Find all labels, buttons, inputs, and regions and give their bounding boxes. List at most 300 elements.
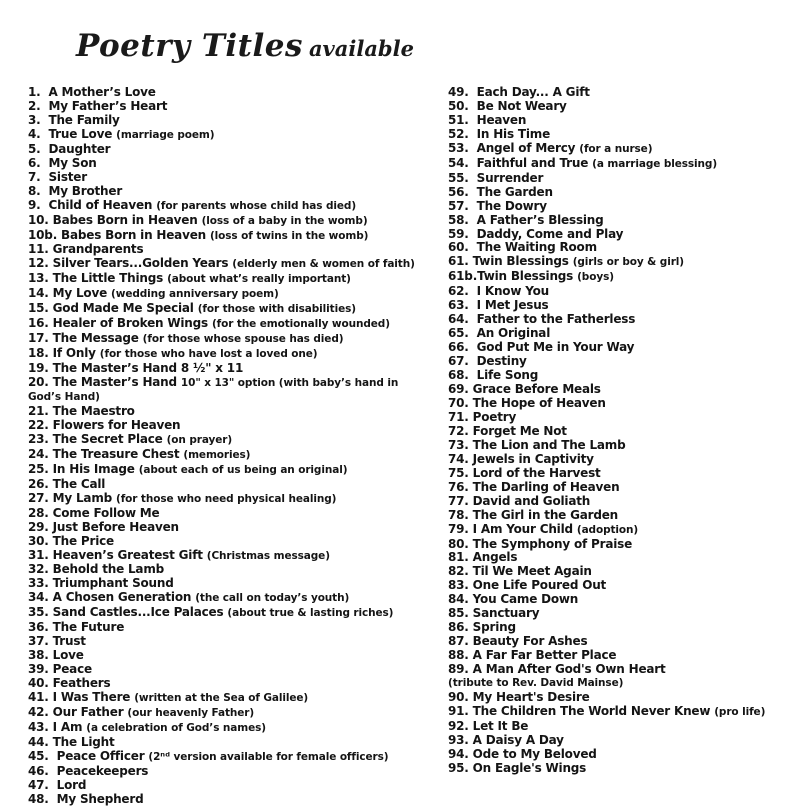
list-item (448, 593, 796, 607)
item-title: Peace Officer (56, 748, 145, 763)
item-number: 64. (448, 312, 477, 327)
item-number: 73. (448, 437, 473, 452)
item-number: 61. (448, 254, 473, 269)
item-title: I Was There (52, 690, 131, 705)
item-annotation: (for the emotionally wounded) (211, 318, 390, 331)
item-title: I Met Jesus (476, 298, 549, 313)
item-number: 71. (448, 409, 473, 424)
item-number: 87. (448, 634, 473, 649)
item-number: 35. (28, 605, 53, 620)
item-title: Triumphant Sound (52, 576, 174, 591)
item-number: 27. (28, 490, 53, 505)
list-item (448, 200, 796, 214)
list-item (28, 606, 452, 621)
item-title: David and Goliath (472, 493, 591, 508)
item-title: My Brother (48, 183, 123, 198)
list-item (28, 157, 452, 171)
list-item (448, 369, 796, 383)
item-number: 32. (28, 562, 53, 577)
item-title: My Love (52, 286, 108, 301)
item-title: Come Follow Me (52, 505, 160, 520)
item-number: 34. (28, 590, 53, 605)
item-title: Ode to My Beloved (472, 746, 597, 761)
item-number: 51. (448, 112, 477, 127)
item-title: Twin Blessings (472, 254, 569, 269)
item-number: 61b. (448, 269, 478, 284)
list-item (448, 186, 796, 200)
item-annotation: (elderly men & women of faith) (232, 258, 415, 271)
item-number: 2. (28, 98, 49, 113)
list-item (28, 376, 452, 405)
item-title: You Came Down (472, 592, 579, 607)
item-title: On Eagle's Wings (472, 760, 587, 775)
item-number: 59. (448, 226, 477, 241)
list-item (448, 241, 796, 255)
item-title: Grace Before Meals (472, 382, 601, 397)
item-number: 3. (28, 112, 49, 127)
list-item (28, 114, 452, 128)
item-title: My Father’s Heart (48, 98, 168, 113)
item-title: Sister (48, 169, 87, 184)
item-title: Our Father (52, 704, 124, 719)
item-annotation: (pro life) (714, 705, 766, 718)
page-title-main: Poetry Titles (76, 28, 303, 64)
item-number: 81. (448, 550, 473, 565)
item-number: 91. (448, 703, 473, 718)
item-title: In His Image (52, 461, 135, 476)
item-number: 36. (28, 620, 53, 635)
item-title: A Man After God's Own Heart (472, 662, 666, 677)
item-number: 17. (28, 331, 53, 346)
list-item (448, 128, 796, 142)
list-item (28, 478, 452, 492)
item-title: One Life Poured Out (472, 578, 607, 593)
list-item (448, 663, 796, 691)
item-number: 50. (448, 98, 477, 113)
list-item (448, 100, 796, 114)
item-number: 85. (448, 606, 473, 621)
item-number: 44. (28, 734, 53, 749)
item-title: Daddy, Come and Play (476, 226, 624, 241)
item-number: 86. (448, 620, 473, 635)
list-item (28, 549, 452, 564)
item-annotation: (for those with disabilities) (197, 303, 356, 316)
item-title: My Heart's Desire (472, 689, 590, 704)
item-number: 52. (448, 126, 477, 141)
list-item (448, 762, 796, 776)
item-number: 82. (448, 564, 473, 579)
item-number: 31. (28, 547, 53, 562)
item-title: An Original (476, 326, 551, 341)
item-number: 30. (28, 533, 53, 548)
item-title: Child of Heaven (48, 197, 153, 212)
list-item (28, 272, 452, 287)
item-number: 22. (28, 417, 53, 432)
list-item (28, 100, 452, 114)
item-annotation: (about what’s really important) (167, 273, 351, 286)
list-item (448, 734, 796, 748)
item-annotation: (for those who have lost a loved one) (99, 348, 318, 361)
item-annotation: (for a nurse) (579, 142, 653, 155)
item-number: 69. (448, 382, 473, 397)
item-number: 40. (28, 676, 53, 691)
list-item (448, 425, 796, 439)
list-item (28, 635, 452, 649)
item-number: 92. (448, 718, 473, 733)
list-item (448, 691, 796, 705)
item-number: 38. (28, 648, 53, 663)
item-title: The Garden (476, 184, 553, 199)
item-number: 75. (448, 465, 473, 480)
list-item (448, 228, 796, 242)
list-item (448, 607, 796, 621)
list-item (28, 765, 452, 779)
list-item (28, 302, 452, 317)
item-number: 47. (28, 777, 57, 792)
list-item (448, 439, 796, 453)
item-number: 77. (448, 493, 473, 508)
item-annotation: (for those who need physical healing) (116, 492, 337, 505)
item-title: True Love (48, 126, 113, 141)
item-title: Heaven’s Greatest Gift (52, 547, 203, 562)
list-item (28, 317, 452, 332)
item-title: A Mother’s Love (48, 85, 156, 99)
item-title: The Dowry (476, 198, 547, 213)
item-title: Love (52, 648, 84, 663)
list-item (28, 750, 452, 765)
item-title: The Children The World Never Knew (472, 703, 711, 718)
item-number: 14. (28, 286, 53, 301)
titles-column-left (28, 86, 452, 807)
item-number: 41. (28, 690, 53, 705)
item-number: 95. (448, 760, 473, 775)
item-number: 10b. (28, 227, 62, 242)
item-title: Father to the Fatherless (476, 312, 636, 327)
item-title: The Light (52, 734, 115, 749)
item-title: The Price (52, 533, 114, 548)
list-item (448, 397, 796, 411)
item-annotation: (adoption) (576, 523, 639, 536)
item-annotation: (on prayer) (166, 433, 233, 446)
item-title: Destiny (476, 354, 527, 369)
list-item (28, 779, 452, 793)
list-item (448, 720, 796, 734)
item-number: 15. (28, 301, 53, 316)
list-item (28, 257, 452, 272)
list-item (28, 663, 452, 677)
item-annotation: (boys) (577, 271, 614, 284)
list-item (28, 185, 452, 199)
item-number: 65. (448, 326, 477, 341)
item-number: 80. (448, 536, 473, 551)
item-number: 45. (28, 748, 57, 763)
list-item (448, 355, 796, 369)
item-number: 19. (28, 361, 53, 376)
list-item (448, 523, 796, 538)
item-annotation: (wedding anniversary poem) (111, 288, 279, 301)
list-item (448, 299, 796, 313)
item-title: The Secret Place (52, 431, 163, 446)
list-item (448, 172, 796, 186)
list-item (448, 285, 796, 299)
item-title: Peace (52, 662, 92, 677)
item-title: The Hope of Heaven (472, 395, 606, 410)
list-item (448, 255, 796, 270)
item-title: Heaven (476, 112, 527, 127)
item-number: 11. (28, 242, 53, 257)
item-title: I Am Your Child (472, 521, 573, 536)
item-title: A Daisy A Day (472, 732, 564, 747)
item-annotation: (2ⁿᵈ version available for female officers) (148, 750, 389, 763)
list-item (28, 621, 452, 635)
list-item (28, 243, 452, 257)
page-title-suffix: available (308, 36, 414, 61)
item-title: Jewels in Captivity (472, 451, 594, 466)
item-title: Healer of Broken Wings (52, 316, 208, 331)
item-number: 6. (28, 155, 49, 170)
item-number: 53. (448, 140, 477, 155)
item-title: The Master’s Hand 8 ½" x 11 (52, 361, 244, 376)
item-number: 21. (28, 403, 53, 418)
item-annotation: (a marriage blessing) (592, 157, 718, 170)
item-title: Spring (472, 620, 516, 635)
item-number: 78. (448, 507, 473, 522)
item-number: 58. (448, 212, 477, 227)
item-title: The Girl in the Garden (472, 507, 619, 522)
list-item (28, 563, 452, 577)
list-item (448, 341, 796, 355)
list-item (448, 649, 796, 663)
item-number: 48. (28, 791, 57, 806)
item-annotation: (girls or boy & girl) (572, 256, 684, 269)
item-title: Let It Be (472, 718, 529, 733)
item-title: Peacekeepers (56, 763, 149, 778)
item-title: The Message (52, 331, 139, 346)
item-number: 79. (448, 521, 473, 536)
item-annotation: (about each of us being an original) (138, 463, 348, 476)
item-number: 55. (448, 170, 477, 185)
item-number: 93. (448, 732, 473, 747)
item-number: 43. (28, 719, 53, 734)
item-title: Daughter (48, 141, 111, 156)
item-title: God Made Me Special (52, 301, 194, 316)
item-annotation: (memories) (183, 448, 251, 461)
list-item (448, 635, 796, 649)
item-title: I Am (52, 719, 83, 734)
item-number: 83. (448, 578, 473, 593)
item-number: 29. (28, 519, 53, 534)
list-item (28, 649, 452, 663)
list-item (28, 405, 452, 419)
item-title: The Darling of Heaven (472, 479, 620, 494)
list-item (448, 114, 796, 128)
list-item (28, 577, 452, 591)
list-item (28, 691, 452, 706)
list-item (28, 199, 452, 214)
item-title: The Master’s Hand (52, 375, 177, 390)
item-title: Lord of the Harvest (472, 465, 601, 480)
list-item (448, 214, 796, 228)
item-title: The Future (52, 620, 125, 635)
list-item (448, 327, 796, 341)
list-item (448, 705, 796, 720)
item-title: Surrender (476, 170, 544, 185)
item-number: 88. (448, 648, 473, 663)
item-number: 25. (28, 461, 53, 476)
item-title: A Far Far Better Place (472, 648, 617, 663)
item-number: 42. (28, 704, 53, 719)
item-number: 76. (448, 479, 473, 494)
list-item (28, 171, 452, 185)
item-number: 54. (448, 155, 477, 170)
item-number: 1. (28, 85, 49, 99)
item-number: 28. (28, 505, 53, 520)
page-title (76, 28, 414, 64)
list-item (28, 535, 452, 549)
list-item (448, 495, 796, 509)
item-number: 7. (28, 169, 49, 184)
item-title: I Know You (476, 284, 549, 299)
item-title: The Little Things (52, 271, 164, 286)
item-number: 84. (448, 592, 473, 607)
item-annotation: (written at the Sea of Galilee) (134, 692, 309, 705)
list-item (448, 411, 796, 425)
list-item (28, 347, 452, 362)
item-number: 23. (28, 431, 53, 446)
list-item (28, 143, 452, 157)
item-title: Angels (472, 550, 518, 565)
item-number: 72. (448, 423, 473, 438)
list-item (28, 287, 452, 302)
item-title: Twin Blessings (477, 269, 574, 284)
item-number: 67. (448, 354, 477, 369)
list-item (448, 538, 796, 552)
item-title: If Only (52, 346, 96, 361)
item-title: A Chosen Generation (52, 590, 192, 605)
item-title: My Lamb (52, 490, 113, 505)
item-annotation: (about true & lasting riches) (227, 607, 394, 620)
item-title: Just Before Heaven (52, 519, 179, 534)
list-item (448, 270, 796, 285)
item-number: 5. (28, 141, 49, 156)
list-item (28, 677, 452, 691)
item-number: 49. (448, 85, 477, 99)
item-annotation: (Christmas message) (206, 549, 330, 562)
item-title: My Son (48, 155, 97, 170)
item-number: 60. (448, 240, 477, 255)
item-number: 12. (28, 256, 53, 271)
item-number: 57. (448, 198, 477, 213)
item-annotation: (loss of a baby in the womb) (201, 214, 368, 227)
item-title: Feathers (52, 676, 111, 691)
list-item (28, 86, 452, 100)
item-title: Flowers for Heaven (52, 417, 181, 432)
list-item (448, 748, 796, 762)
item-title: Behold the Lamb (52, 562, 165, 577)
list-item (448, 621, 796, 635)
item-title: In His Time (476, 126, 551, 141)
list-item (448, 481, 796, 495)
item-number: 70. (448, 395, 473, 410)
item-title: A Father’s Blessing (476, 212, 604, 227)
item-annotation: 10" x 13" option (with baby’s hand in (180, 377, 399, 390)
item-title: Faithful and True (476, 155, 589, 170)
list-item (28, 362, 452, 376)
item-title: God Put Me in Your Way (476, 340, 635, 355)
item-number: 33. (28, 576, 53, 591)
item-title: The Family (48, 112, 120, 127)
item-annotation: (the call on today’s youth) (195, 592, 350, 605)
list-item (448, 551, 796, 565)
list-item (448, 157, 796, 172)
list-item (28, 591, 452, 606)
item-title: Silver Tears...Golden Years (52, 256, 229, 271)
list-item (28, 128, 452, 143)
item-number: 20. (28, 375, 53, 390)
item-number: 18. (28, 346, 53, 361)
item-title: The Treasure Chest (52, 446, 180, 461)
item-title: Sand Castles...Ice Palaces (52, 605, 224, 620)
item-title: Be Not Weary (476, 98, 567, 113)
item-annotation-continuation: God’s Hand) (28, 391, 100, 404)
list-item (28, 419, 452, 433)
item-annotation: (a celebration of God’s names) (86, 721, 266, 734)
list-item (448, 142, 796, 157)
list-item (28, 448, 452, 463)
list-item (448, 313, 796, 327)
list-item (448, 467, 796, 481)
list-item (28, 507, 452, 521)
item-number: 94. (448, 746, 473, 761)
item-title: Lord (56, 777, 87, 792)
item-number: 8. (28, 183, 49, 198)
item-annotation: (our heavenly Father) (127, 706, 255, 719)
item-number: 10. (28, 212, 53, 227)
list-item (28, 229, 452, 244)
item-title: Forget Me Not (472, 423, 567, 438)
list-item (28, 433, 452, 448)
list-item (448, 509, 796, 523)
list-item (28, 214, 452, 229)
item-number: 66. (448, 340, 477, 355)
list-item (448, 86, 796, 100)
item-title: The Maestro (52, 403, 135, 418)
item-annotation: (for parents whose child has died) (156, 199, 357, 212)
item-title: Babes Born in Heaven (52, 212, 198, 227)
list-item (448, 565, 796, 579)
list-item (28, 492, 452, 507)
item-title: The Call (52, 476, 106, 491)
item-number: 13. (28, 271, 53, 286)
item-title: The Lion and The Lamb (472, 437, 626, 452)
item-number: 56. (448, 184, 477, 199)
item-number: 16. (28, 316, 53, 331)
item-title: The Waiting Room (476, 240, 597, 255)
list-item (28, 463, 452, 478)
item-annotation: (for those whose spouse has died) (142, 333, 344, 346)
item-title: Each Day... A Gift (476, 85, 590, 99)
item-number: 26. (28, 476, 53, 491)
item-number: 37. (28, 634, 53, 649)
item-number: 90. (448, 689, 473, 704)
item-annotation-continuation: (tribute to Rev. David Mainse) (448, 677, 624, 690)
titles-column-right (448, 86, 796, 776)
item-title: Til We Meet Again (472, 564, 592, 579)
list-item (28, 706, 452, 721)
item-number: 24. (28, 446, 53, 461)
item-title: Trust (52, 634, 86, 649)
list-item (28, 736, 452, 750)
